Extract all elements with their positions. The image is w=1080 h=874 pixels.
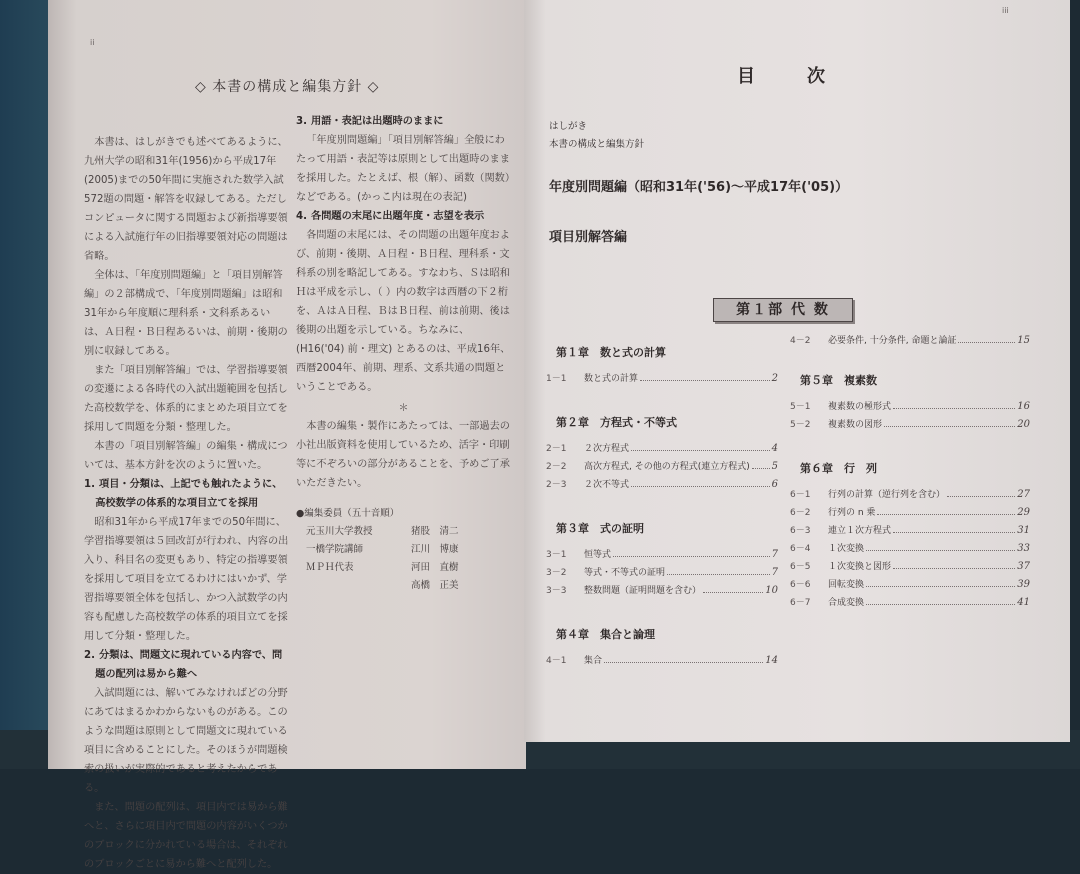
toc-section-yearly: 年度別問題編（昭和31年('56)～平成17年('05)） [549,180,849,195]
editor-affiliation: ＭＰＨ代表 [306,562,354,573]
toc-entry-title: 高次方程式, その他の方程式(連立方程式) [584,462,750,472]
toc-entry-number: 6－1 [790,490,811,500]
toc-entry-title: 合成変換 [828,598,865,608]
toc-entry-page: 41 [1017,597,1030,608]
toc-entry-title: ２次不等式 [584,480,630,490]
toc-entry-title: 整数問題（証明問題を含む） [584,586,702,596]
left-page-number: ii [90,38,95,47]
toc-entry-title: 連立１次方程式 [828,526,892,536]
toc-structure: 本書の構成と編集方針 [549,139,645,150]
toc-entry-number: 2－3 [546,480,567,490]
toc-entry-number: 6－2 [790,508,811,518]
toc-entry-page: 15 [1017,335,1030,346]
toc-entry[interactable] [546,548,778,566]
note-paragraph [296,417,511,493]
left-column-2-wrapper [296,112,511,595]
toc-entry-number: 2－2 [546,462,567,472]
heading-number: 1. [84,479,95,490]
toc-entry-number: 6－6 [790,580,811,590]
toc-entry-page: 2 [771,373,778,384]
editors-heading: ●編集委員（五十音順） [296,508,400,519]
toc-chapter-heading[interactable]: 第１章 数と式の計算 [556,346,666,359]
toc-leader-dots [604,662,763,663]
heading-text: 用語・表記は出題時のままに [311,116,444,127]
toc-entry-title: 複素数の図形 [828,420,883,430]
heading-text: 項目・分類は、上記でも触れたように、高校数学の体系的な項目立てを採用 [95,479,283,509]
separator-mark: ＊ [398,403,409,414]
toc-entry-title: 必要条件, 十分条件, 命題と論証 [828,336,957,346]
section-heading [84,475,289,513]
toc-entry-page: 39 [1017,579,1030,590]
toc-leader-dots [893,408,1015,409]
right-page-number: iii [1002,6,1009,15]
body-paragraph: 昭和31年から平成17年までの50年間に、学習指導要領は５回改訂が行われ、内容の出入り、科目名の変更もあり、特定の指導要領を採用して項目を立てるわけにはいかず、学習指導要領全体を包括し、かつ入試数学の内容も配慮した高校数学の体系的項目立てを採用して分類・整理した。 [84,517,289,642]
toc-entry[interactable] [790,334,1030,352]
toc-chapter-heading[interactable]: 第３章 式の証明 [556,522,644,535]
toc-preface: はしがき [549,121,588,132]
toc-entry-page: 33 [1017,543,1030,554]
left-column-1 [84,133,289,874]
toc-leader-dots [958,342,1015,343]
toc-leader-dots [631,450,770,451]
section-heading [296,112,511,131]
part-label: 第１部 代 数 [713,298,853,322]
toc-entry[interactable] [546,478,778,496]
heading-text: 各問題の末尾に出題年度・志望を表示 [311,211,485,222]
toc-entry-page: 29 [1017,507,1030,518]
toc-title: 目次 [737,66,877,87]
toc-entry-page: 4 [771,443,778,454]
toc-entry-page: 7 [771,567,778,578]
toc-section-topic: 項目別解答編 [549,230,628,245]
editor-row [306,559,511,577]
heading-number: 3. [296,116,307,127]
editor-row [306,523,511,541]
editor-name: 高橋 正美 [411,580,459,591]
toc-entry-number: 4－1 [546,656,567,666]
toc-entry-page: 31 [1017,525,1030,536]
note-text: 本書の編集・製作にあたっては、一部過去の小社出版資料を使用しているため、活字・印刷等に不ぞろいの部分があることを、予めご了承いただきたい。 [296,421,510,489]
toc-entry-number: 6－3 [790,526,811,536]
toc-leader-dots [613,556,770,557]
toc-leader-dots [866,550,1015,551]
heading-number: 4. [296,211,307,222]
toc-entry-title: 数と式の計算 [584,374,639,384]
toc-entry-page: 6 [771,479,778,490]
toc-entry[interactable] [546,654,778,672]
toc-entry-page: 37 [1017,561,1030,572]
editor-name: 河田 直樹 [411,562,459,573]
toc-entry[interactable] [790,578,1030,596]
body-paragraph: 入試問題には、解いてみなければどの分野にあてはまるかわからないものがある。このような問題は原則として問題文に現れている項目に含めることにした。そのほうが問題検索の扱いが実際的であると考えたからである。 [84,688,288,794]
left-column-2 [296,112,511,397]
toc-entry-title: １次変換 [828,544,865,554]
toc-leader-dots [884,426,1015,427]
body-paragraph: 「年度別問題編」「項目別解答編」全般にわたって用語・表記等は原則として出題時のままを採用した。たとえば、根（解）、函数（関数）などである。(かっこ内は現在の表記) [296,135,510,203]
section-heading [84,646,289,684]
toc-leader-dots [667,574,770,575]
left-page-title: ◇ 本書の構成と編集方針 ◇ [195,79,380,95]
editors-list [296,523,511,595]
toc-left-column [546,344,778,696]
body-paragraph: 本書の「項目別解答編」の編集・構成については、基本方針を次のように置いた。 [84,441,288,471]
editor-affiliation: 一橋学院講師 [306,544,364,555]
editor-row [306,577,511,595]
toc-entry-page: 16 [1017,401,1030,412]
toc-entry-number: 6－4 [790,544,811,554]
toc-entry[interactable] [790,596,1030,614]
toc-leader-dots [752,468,770,469]
toc-entry-number: 3－1 [546,550,567,560]
toc-entry[interactable] [546,584,778,602]
toc-entry-page: 10 [765,585,778,596]
toc-entry[interactable] [790,418,1030,436]
toc-leader-dots [703,592,763,593]
toc-leader-dots [893,532,1015,533]
toc-entry[interactable] [790,506,1030,524]
body-paragraph: また、問題の配列は、項目内では易から難へと、さらに項目内で問題の内容がいくつかのブロックに分かれている場合は、それぞれのブロックごとに易から難へと配列した。 [84,802,288,870]
toc-entry-title: ２次方程式 [584,444,630,454]
toc-entry-page: 7 [771,549,778,560]
toc-leader-dots [631,486,770,487]
body-paragraph: また「項目別解答編」では、学習指導要領の変遷による各時代の入試出題範囲を包括した高校数学を、体系的にまとめた項目立てを採用して問題を分類・整理した。 [84,365,288,433]
toc-entry-title: 集合 [584,656,603,666]
toc-entry[interactable] [790,542,1030,560]
toc-entry[interactable] [546,460,778,478]
toc-entry-page: 5 [771,461,778,472]
toc-entry-number: 5－2 [790,420,811,430]
toc-entry-number: 2－1 [546,444,567,454]
body-paragraph: 本書は、はしがきでも述べてあるように、九州大学の昭和31年(1956)から平成17年(2005)までの50年間に実施された数学入試572題の問題・解答を収録してある。ただしコンピュータに関する問題および新指導要領による入試施行年の旧指導要領対応の問題は省略。 [84,137,288,262]
toc-entry[interactable] [790,560,1030,578]
editor-name: 猪股 清二 [411,526,459,537]
toc-leader-dots [893,568,1015,569]
heading-text: 分類は、問題文に現れている内容で、問題の配列は易から難へ [95,650,283,680]
toc-entry[interactable] [790,400,1030,418]
toc-entry-title: １次変換と図形 [828,562,892,572]
toc-entry-title: 複素数の極形式 [828,402,892,412]
toc-right-column [790,334,1030,638]
toc-leader-dots [640,380,770,381]
toc-leader-dots [866,604,1015,605]
toc-leader-dots [866,586,1015,587]
toc-entry[interactable] [546,566,778,584]
toc-entry-title: 行列の n 乗 [828,508,876,518]
editor-affiliation: 元玉川大学教授 [306,526,373,537]
toc-entry-number: 6－5 [790,562,811,572]
editor-affiliation [306,577,411,595]
toc-entry-page: 27 [1017,489,1030,500]
toc-entry-title: 恒等式 [584,550,612,560]
toc-entry[interactable] [546,442,778,460]
toc-entry-page: 20 [1017,419,1030,430]
toc-entry-title: 行列の計算（逆行列を含む） [828,490,946,500]
toc-chapter-heading[interactable]: 第２章 方程式・不等式 [556,416,677,429]
toc-entry-number: 3－3 [546,586,567,596]
toc-entry-number: 4－2 [790,336,811,346]
toc-entry-number: 6－7 [790,598,811,608]
toc-entry-title: 等式・不等式の証明 [584,568,666,578]
toc-entry-number: 3－2 [546,568,567,578]
toc-chapter-heading[interactable]: 第５章 複素数 [800,374,877,387]
body-paragraph: 全体は、「年度別問題編」と「項目別解答編」の２部構成で、「年度別問題編」は昭和31年から年度順に理科系・文科系あるいは、Ａ日程・Ｂ日程あるいは、前期・後期の別に収録してある。 [84,270,288,357]
toc-entry-page: 14 [765,655,778,666]
toc-leader-dots [947,496,1015,497]
heading-number: 2. [84,650,95,661]
editor-name: 江川 博康 [411,544,459,555]
toc-entry-number: 1－1 [546,374,567,384]
editors-block [296,505,511,595]
toc-chapter-heading[interactable]: 第４章 集合と論理 [556,628,655,641]
editor-row [306,541,511,559]
section-heading [296,207,511,226]
toc-chapter-heading[interactable]: 第６章 行 列 [800,462,877,475]
toc-entry-number: 5－1 [790,402,811,412]
body-paragraph: 各問題の末尾には、その問題の出題年度および、前期・後期、Ａ日程・Ｂ日程、理科系・文科系の別を略記してある。すなわち、Ｓは昭和Ｈは平成を示し、（ ）内の数字は西暦の下２桁を、ＡはＡ日程、ＢはＢ日程、前は前期、後は後期の出題を示している。ちなみに、(H16('04) 前・理文) とあるのは、平成16年、西暦2004年、前期、理系、文系共通の問題ということである。 [296,230,511,393]
toc-leader-dots [877,514,1015,515]
toc-entry[interactable] [790,524,1030,542]
toc-entry[interactable] [790,488,1030,506]
toc-entry[interactable] [546,372,778,390]
toc-entry-title: 回転変換 [828,580,865,590]
